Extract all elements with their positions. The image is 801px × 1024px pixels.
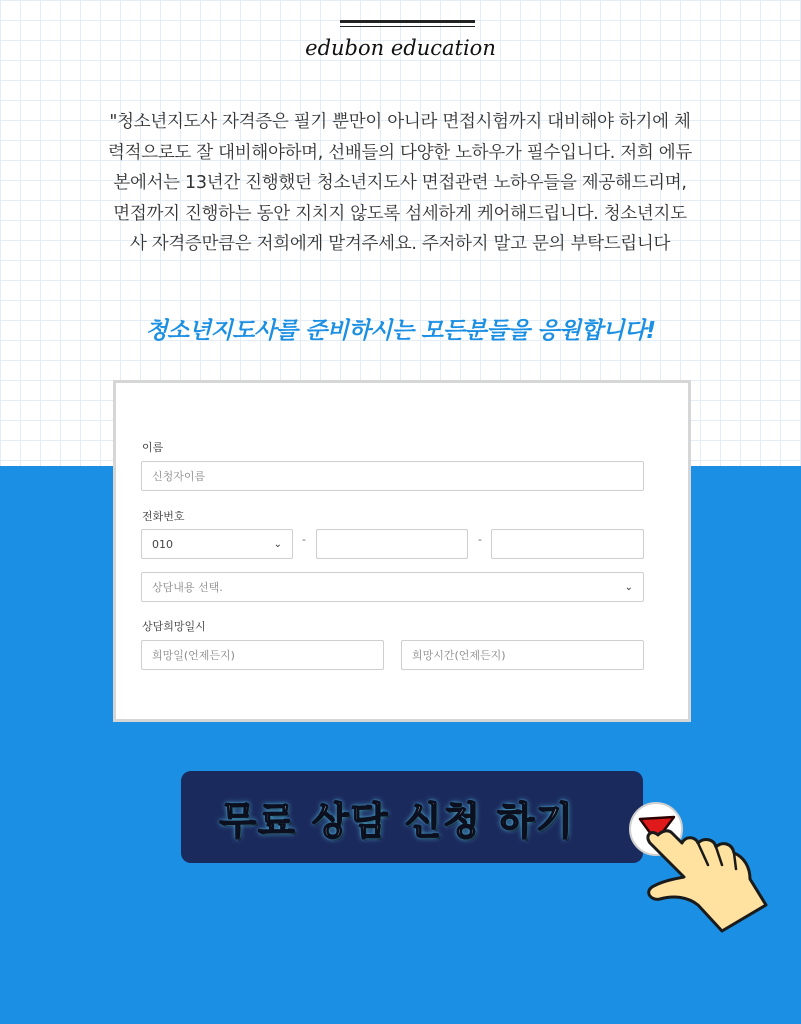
consult-type-select[interactable] (141, 572, 644, 602)
date-input[interactable] (141, 640, 384, 670)
pointing-hand-icon (622, 795, 772, 945)
intro-line: 력적으로도 잘 대비해야하며, 선배들의 다양한 노하우가 필수입니다. 저희 에듀 (108, 142, 692, 163)
consult-type-value: 상담내용 선택. (152, 581, 223, 594)
name-placeholder: 신청자이름 (152, 470, 206, 483)
datetime-label: 상담희망일시 (142, 620, 206, 633)
hand-shape (648, 831, 766, 931)
phone-label: 전화번호 (142, 510, 185, 523)
cta-label: 무료 상담 신청 하기 (219, 798, 575, 843)
intro-line: 면접까지 진행하는 동안 지치지 않도록 섬세하게 케어해드립니다. 청소년지도 (113, 203, 687, 224)
free-consult-button[interactable] (181, 771, 643, 863)
time-input[interactable] (401, 640, 644, 670)
phone-dash: - (302, 533, 306, 546)
time-placeholder: 희망시간(언제든지) (412, 649, 506, 662)
phone-dash: - (478, 533, 482, 546)
phone-prefix-value: 010 (152, 537, 173, 551)
intro-line: 본에서는 13년간 진행했던 청소년지도사 면접관련 노하우들을 제공해드리며, (113, 173, 687, 193)
date-placeholder: 희망일(언제든지) (152, 649, 235, 662)
phone-last-input[interactable] (491, 529, 644, 559)
brand-title: edubon education (305, 36, 496, 60)
intro-line: "청소년지도사 자격증은 필기 뿐만이 아니라 면접시험까지 대비해야 하기에 체 (109, 112, 691, 132)
header-rule-thin (340, 26, 475, 27)
intro-paragraph (55, 107, 745, 260)
phone-prefix-select[interactable] (141, 529, 293, 559)
intro-line: 사 자격증만큼은 저희에게 맡겨주세요. 주저하지 말고 문의 부탁드립니다 (129, 234, 671, 254)
cheer-heading: 청소년지도사를 준비하시는 모든분들을 응원합니다! (145, 318, 656, 344)
header-rule-thick (340, 20, 475, 23)
chevron-down-icon: ⌄ (624, 581, 633, 593)
chevron-down-icon: ⌄ (273, 538, 282, 550)
consultation-form (113, 380, 691, 722)
phone-middle-input[interactable] (316, 529, 468, 559)
name-input[interactable] (141, 461, 644, 491)
name-label: 이름 (142, 441, 164, 454)
